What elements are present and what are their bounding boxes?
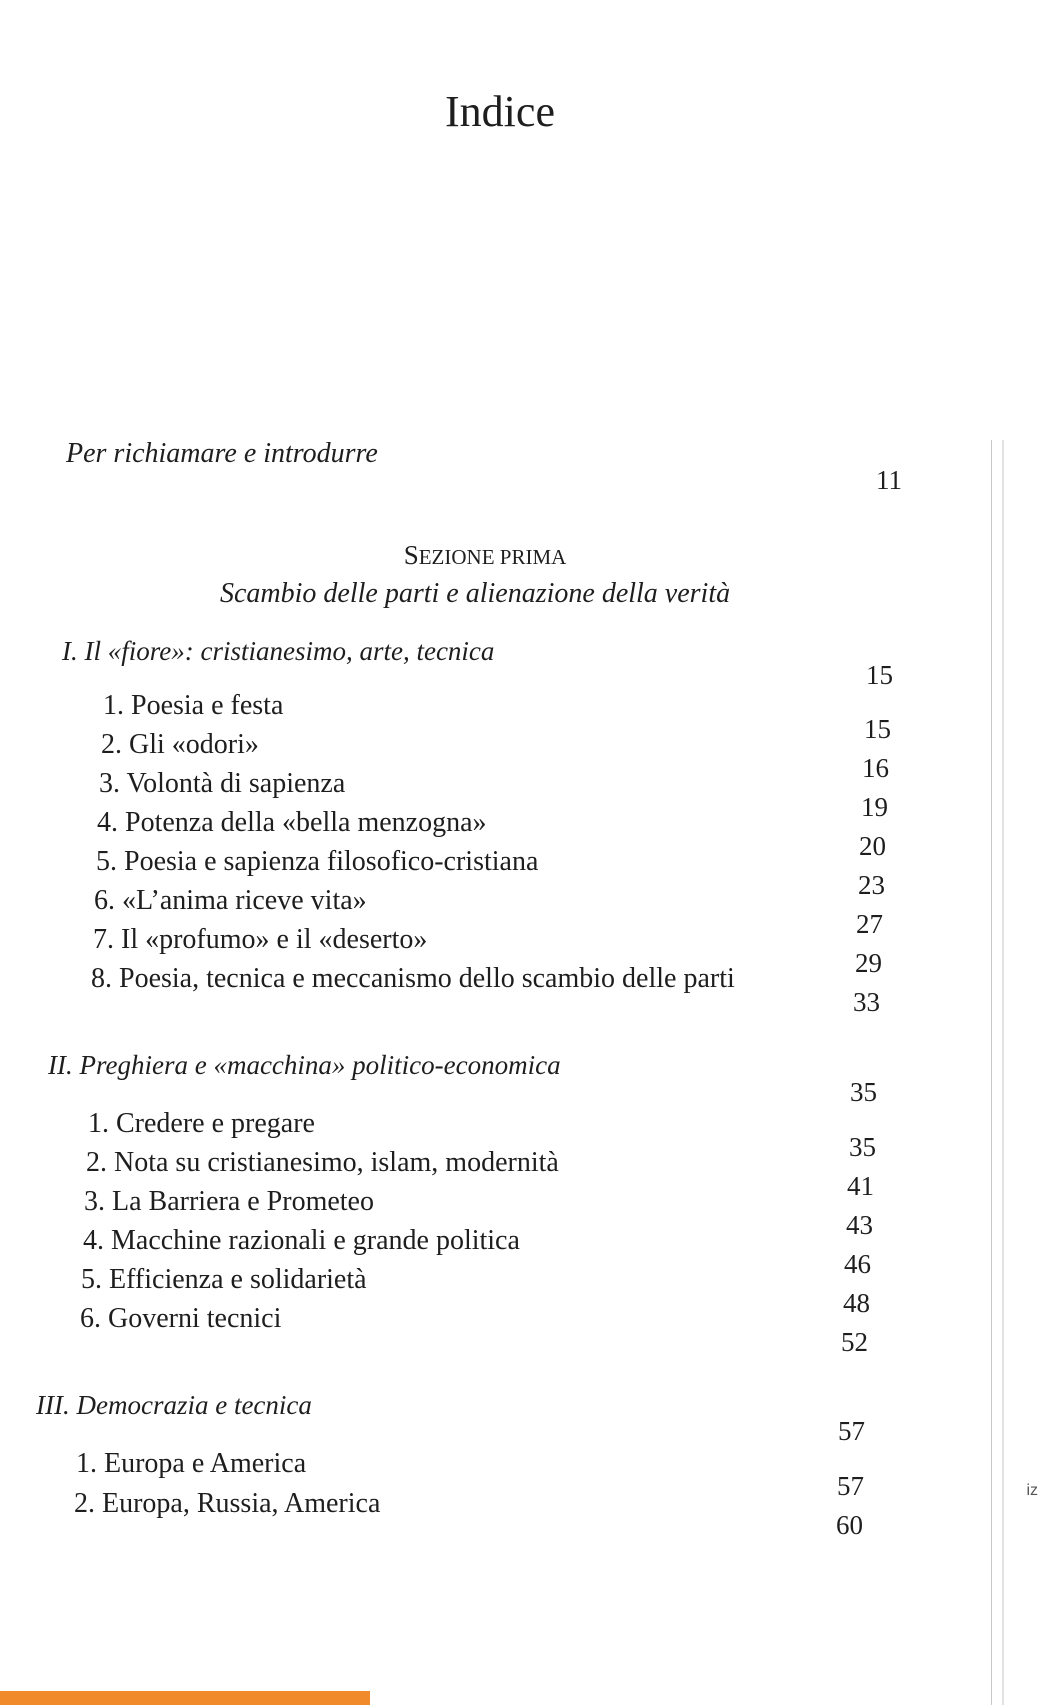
page-title: Indice xyxy=(445,87,555,136)
toc-entry: 4. Macchine razionali e grande politica xyxy=(83,1225,520,1256)
toc-entry: 4. Potenza della «bella menzogna» xyxy=(97,807,487,838)
page-edge-line xyxy=(991,440,992,1705)
toc-page: 19 xyxy=(861,792,888,822)
intro-page: 11 xyxy=(876,465,902,495)
toc-entry: 5. Poesia e sapienza filosofico-cristiana xyxy=(96,846,539,877)
toc-page: 60 xyxy=(836,1510,863,1540)
chapter-page: 35 xyxy=(850,1077,877,1107)
toc-entry: 2. Gli «odori» xyxy=(101,729,259,760)
toc-entry: 3. La Barriera e Prometeo xyxy=(84,1186,374,1217)
toc-page: 16 xyxy=(862,753,889,783)
toc-entry: 2. Europa, Russia, America xyxy=(74,1488,381,1519)
toc-page: 46 xyxy=(844,1249,871,1279)
intro-entry: Per richiamare e introdurre xyxy=(66,438,378,469)
page-edge-shadow xyxy=(1002,440,1004,1705)
toc-entry: 8. Poesia, tecnica e meccanismo dello scambio delle parti xyxy=(91,963,735,994)
toc-page: 29 xyxy=(855,948,882,978)
toc-entry: 2. Nota su cristianesimo, islam, modernità xyxy=(86,1147,559,1178)
toc-page: 15 xyxy=(864,714,891,744)
toc-page: 48 xyxy=(843,1288,870,1318)
section-subtitle: Scambio delle parti e alienazione della verità xyxy=(220,578,731,609)
chapter-title: I. Il «fiore»: cristianesimo, arte, tecnica xyxy=(62,636,495,666)
toc-page: 57 xyxy=(837,1471,864,1501)
toc-page: 52 xyxy=(841,1327,868,1357)
toc-entry: 7. Il «profumo» e il «deserto» xyxy=(93,924,428,955)
cover-edge-strip xyxy=(0,1691,370,1705)
toc-entry: 5. Efficienza e solidarietà xyxy=(81,1264,367,1295)
toc-page: 20 xyxy=(859,831,886,861)
toc-entry: 1. Credere e pregare xyxy=(88,1108,315,1139)
section-heading xyxy=(0,540,970,571)
toc-page: 33 xyxy=(853,987,880,1017)
toc-page: 27 xyxy=(856,909,883,939)
chapter-page: 15 xyxy=(866,660,893,690)
toc-entry: 1. Poesia e festa xyxy=(103,690,284,721)
toc-page: 35 xyxy=(849,1132,876,1162)
chapter-title: III. Democrazia e tecnica xyxy=(36,1390,312,1420)
chapter-title: II. Preghiera e «macchina» politico-economica xyxy=(48,1050,561,1080)
toc-entry: 3. Volontà di sapienza xyxy=(99,768,346,799)
section-heading-rest: EZIONE PRIMA xyxy=(418,545,567,569)
chapter-page: 57 xyxy=(838,1416,865,1446)
edge-text-fragment: iz xyxy=(1026,1482,1038,1499)
toc-entry: 6. «L’anima riceve vita» xyxy=(94,885,367,916)
toc-page: 23 xyxy=(858,870,885,900)
toc-entry: 1. Europa e America xyxy=(76,1448,307,1479)
toc-page: 41 xyxy=(847,1171,874,1201)
section-heading-initial: S xyxy=(403,540,419,570)
toc-page: 43 xyxy=(846,1210,873,1240)
toc-entry: 6. Governi tecnici xyxy=(80,1303,282,1334)
